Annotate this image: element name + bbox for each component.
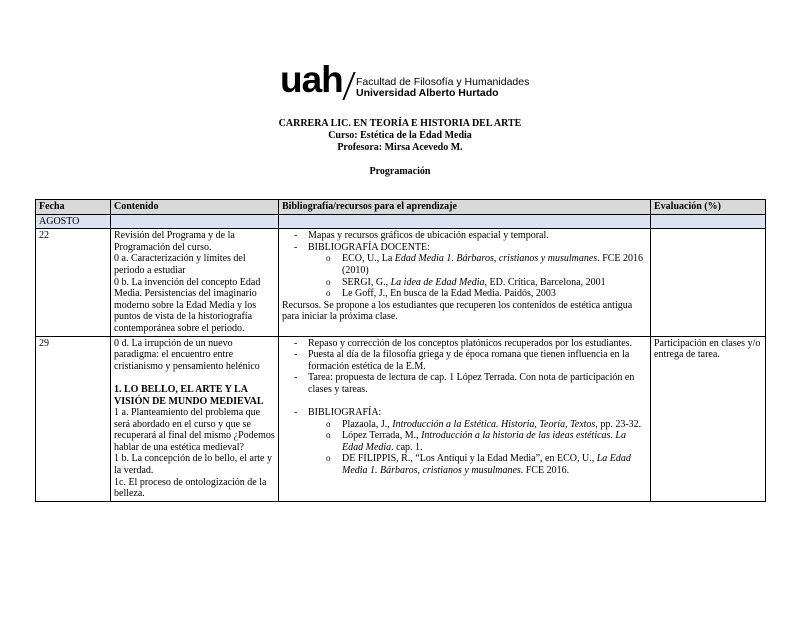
table-row bbox=[36, 229, 766, 336]
content-paragraph: Revisión del Programa y de la Programación del curso. bbox=[114, 230, 235, 253]
reference-item: o DE FILIPPIS, R., “Los Antiqui y la Edad Media”, en ECO, U., La Edad Media 1. Bárbaros, cristianos y musulmanes. FCE 2016. bbox=[326, 453, 647, 476]
reference-list bbox=[308, 253, 647, 299]
content-paragraph: 1c. El proceso de ontologización de la belleza. bbox=[114, 476, 267, 500]
month-row bbox=[36, 214, 766, 229]
list-item: - Puesta al día de la filosofía griega y de época romana que tienen influencia en la formación estética de la E.M. bbox=[294, 349, 647, 372]
course-title: Curso: Estética de la Edad Media bbox=[328, 130, 472, 141]
resources-note: Recursos. Se propone a los estudiantes que recuperen los contenidos de estética antigua para iniciar la próxima clase. bbox=[282, 299, 633, 323]
row-date: 29 bbox=[36, 336, 111, 501]
program-table bbox=[35, 199, 766, 502]
content-paragraph: 1 a. Planteamiento del problema que será abordado en el curso y que se recuperará al final del mismo ¿Podemos hablar de una estética medieval? bbox=[114, 407, 275, 453]
resource-list bbox=[282, 230, 647, 300]
logo-faculty: Facultad de Filosofía y Humanidades bbox=[356, 76, 530, 88]
content-paragraph: 0 d. La irrupción de un nuevo paradigma: el encuentro entre cristianismo y pensamiento helénico bbox=[114, 337, 260, 372]
row-date: 22 bbox=[36, 229, 111, 336]
col-header-content: Contenido bbox=[111, 200, 279, 215]
col-header-date: Fecha bbox=[36, 200, 111, 215]
reference-item: o Le Goff, J., En busca de la Edad Media. Paidós, 2003 bbox=[326, 288, 647, 300]
logo-university: Universidad Alberto Hurtado bbox=[356, 87, 499, 99]
list-item: - Mapas y recursos gráficos de ubicación espacial y temporal. bbox=[294, 230, 647, 242]
career-title: CARRERA LIC. EN TEORÍA E HISTORIA DEL ARTE bbox=[278, 118, 522, 129]
logo-slash-icon bbox=[342, 72, 355, 100]
month-label: AGOSTO bbox=[36, 214, 111, 229]
table-header-row bbox=[36, 200, 766, 215]
reference-item: o López Terrada, M., Introducción a la historia de las ideas estéticas. La Edad Media. cap. 1. bbox=[326, 430, 647, 453]
reference-item: o Plazaola, J., Introducción a la Estética. Historia, Teoría, Textos, pp. 23-32. bbox=[326, 419, 647, 431]
list-item bbox=[294, 242, 647, 300]
row-bibliography bbox=[279, 229, 651, 336]
teacher-name: Profesora: Mirsa Acevedo M. bbox=[337, 142, 463, 153]
section-title: Programación bbox=[369, 166, 431, 177]
list-item bbox=[294, 407, 647, 477]
content-paragraph: 1 b. La concepción de lo bello, el arte y la verdad. bbox=[114, 453, 272, 477]
row-bibliography bbox=[279, 336, 651, 501]
university-logo bbox=[280, 59, 540, 100]
row-content bbox=[111, 336, 279, 501]
row-content bbox=[111, 229, 279, 336]
table-row bbox=[36, 336, 766, 501]
bibliography-heading: BIBLIOGRAFÍA DOCENTE: bbox=[308, 241, 430, 253]
col-header-bibliography: Bibliografía/recursos para el aprendizaje bbox=[279, 200, 651, 215]
col-header-evaluation: Evaluación (%) bbox=[651, 200, 766, 215]
list-item: - Repaso y corrección de los conceptos platónicos recuperados por los estudiantes. bbox=[294, 338, 647, 350]
row-evaluation bbox=[651, 229, 766, 336]
bibliography-heading: BIBLIOGRAFÍA: bbox=[308, 407, 382, 419]
list-item: - Tarea: propuesta de lectura de cap. 1 López Terrada. Con nota de participación en clases y tareas. bbox=[294, 372, 647, 395]
reference-item: o SERGI, G., La idea de Edad Media, ED. Crítica, Barcelona, 2001 bbox=[326, 277, 647, 289]
reference-item: o ECO, U., La Edad Media 1. Bárbaros, cristianos y musulmanes. FCE 2016 (2010) bbox=[326, 253, 647, 276]
bibliography-list bbox=[282, 407, 647, 477]
logo-brand: uah bbox=[280, 59, 343, 100]
content-paragraph: 0 b. La invención del concepto Edad Media. Persistencias del imaginario moderno sobre la Edad Media y los puntos de vista de la historiografía contemporánea sobre el periodo. bbox=[114, 276, 261, 334]
reference-list bbox=[308, 419, 647, 477]
content-paragraph: 0 a. Caracterización y límites del periodo a estudiar bbox=[114, 253, 246, 276]
row-evaluation: Participación en clases y/o entrega de tarea. bbox=[651, 336, 766, 501]
unit-title: 1. LO BELLO, EL ARTE Y LA VISIÓN DE MUNDO MEDIEVAL bbox=[114, 383, 264, 407]
resource-list bbox=[282, 338, 647, 396]
